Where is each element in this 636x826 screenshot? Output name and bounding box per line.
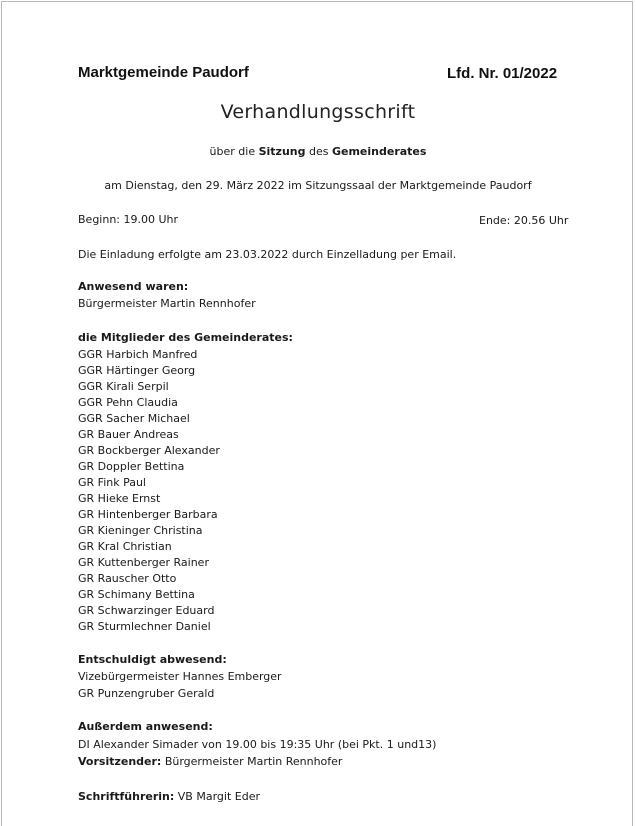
chair-line bbox=[78, 754, 342, 770]
list-item: GR Fink Paul bbox=[78, 476, 146, 489]
excused-item: Vizebürgermeister Hannes Emberger bbox=[78, 670, 282, 683]
invitation-note: Die Einladung erfolgte am 23.03.2022 durch Einzelladung per Email. bbox=[78, 248, 457, 261]
list-item: GGR Harbich Manfred bbox=[78, 348, 198, 361]
municipality-name: Marktgemeinde Paudorf bbox=[78, 64, 249, 81]
members-list bbox=[78, 347, 220, 635]
document-title: Verhandlungsschrift bbox=[220, 101, 416, 123]
excused-item: GR Punzengruber Gerald bbox=[78, 687, 215, 700]
present-heading: Anwesend waren: bbox=[78, 280, 189, 293]
excused-heading: Entschuldigt abwesend: bbox=[78, 653, 227, 666]
also-present-heading: Außerdem anwesend: bbox=[78, 720, 213, 733]
members-heading: die Mitglieder des Gemeinderates: bbox=[78, 331, 293, 344]
secretary-label: Schriftführerin: bbox=[78, 790, 175, 803]
list-item: GR Bockberger Alexander bbox=[78, 444, 220, 457]
date-line: am Dienstag, den 29. März 2022 im Sitzungssaal der Marktgemeinde Paudorf bbox=[104, 179, 532, 192]
subtitle-des: des bbox=[308, 145, 329, 158]
list-item: GR Hieke Ernst bbox=[78, 492, 161, 505]
subtitle bbox=[0, 144, 636, 160]
list-item: GGR Kirali Serpil bbox=[78, 380, 169, 393]
present-mayor: Bürgermeister Martin Rennhofer bbox=[78, 297, 256, 310]
list-item: GR Kuttenberger Rainer bbox=[78, 556, 209, 569]
list-item: GR Doppler Bettina bbox=[78, 460, 185, 473]
document-number: Lfd. Nr. 01/2022 bbox=[447, 65, 558, 82]
list-item: GR Kral Christian bbox=[78, 540, 172, 553]
end-time: Ende: 20.56 Uhr bbox=[479, 214, 569, 227]
list-item: GR Hintenberger Barbara bbox=[78, 508, 218, 521]
list-item: GR Schimany Bettina bbox=[78, 588, 195, 601]
also-present-line: DI Alexander Simader von 19.00 bis 19:35 Uhr (bei Pkt. 1 und13) bbox=[78, 738, 437, 751]
list-item: GGR Pehn Claudia bbox=[78, 396, 178, 409]
list-item: GGR Härtinger Georg bbox=[78, 364, 196, 377]
list-item: GR Bauer Andreas bbox=[78, 428, 179, 441]
subtitle-gemeinderates: Gemeinderates bbox=[331, 145, 427, 158]
chair-value: Bürgermeister Martin Rennhofer bbox=[164, 755, 343, 768]
list-item: GR Kieninger Christina bbox=[78, 524, 203, 537]
subtitle-sitzung: Sitzung bbox=[258, 145, 306, 158]
subtitle-prefix: über die bbox=[209, 145, 256, 158]
list-item: GGR Sacher Michael bbox=[78, 412, 190, 425]
begin-time: Beginn: 19.00 Uhr bbox=[78, 213, 179, 226]
list-item: GR Rauscher Otto bbox=[78, 572, 177, 585]
list-item: GR Sturmlechner Daniel bbox=[78, 620, 211, 633]
secretary-line bbox=[78, 789, 260, 805]
list-item: GR Schwarzinger Eduard bbox=[78, 604, 215, 617]
chair-label: Vorsitzender: bbox=[78, 755, 162, 768]
secretary-value: VB Margit Eder bbox=[177, 790, 260, 803]
